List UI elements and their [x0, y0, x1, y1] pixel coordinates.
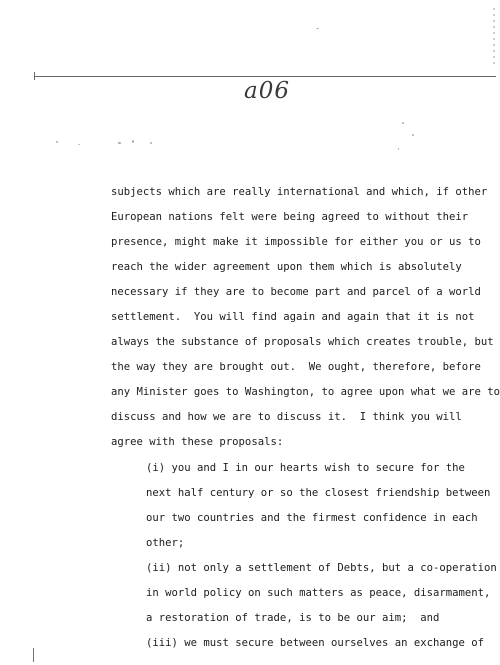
proposal-line: other; [146, 537, 185, 549]
proposal-line: in world policy on such matters as peace, disarmament, [146, 587, 491, 599]
page-number: a06 [244, 78, 290, 104]
body-line: always the substance of proposals which creates trouble, but [111, 336, 494, 348]
scan-speck [316, 28, 319, 29]
body-line: any Minister goes to Washington, to agree upon what we are to [111, 386, 500, 398]
margin-mark [33, 648, 34, 662]
scan-speck [150, 142, 152, 144]
scan-speck [78, 144, 80, 145]
body-line: the way they are brought out. We ought, therefore, before [111, 361, 481, 373]
body-line: necessary if they are to become part and parcel of a world [111, 286, 481, 298]
scan-speck [56, 141, 58, 143]
proposal-line: next half century or so the closest friendship between [146, 487, 491, 499]
scan-edge-marks [493, 8, 495, 68]
proposal-line: a restoration of trade, is to be our aim; and [146, 612, 440, 624]
header-rule [34, 76, 496, 77]
body-line: reach the wider agreement upon them which is absolutely [111, 261, 462, 273]
proposal-line: our two countries and the firmest confidence in each [146, 512, 478, 524]
proposal-line: (i) you and I in our hearts wish to secure for the [146, 462, 465, 474]
proposal-line: (ii) not only a settlement of Debts, but a co-operation [146, 562, 497, 574]
body-line: agree with these proposals: [111, 436, 284, 448]
body-line: discuss and how we are to discuss it. I think you will [111, 411, 462, 423]
body-line: settlement. You will find again and again that it is not [111, 311, 475, 323]
scan-speck [118, 142, 121, 144]
scan-speck [402, 122, 404, 124]
scan-speck [398, 148, 399, 150]
body-line: subjects which are really international and which, if other [111, 186, 488, 198]
body-line: presence, might make it impossible for either you or us to [111, 236, 481, 248]
scan-speck [132, 140, 134, 143]
proposal-line: (iii) we must secure between ourselves an exchange of [146, 637, 485, 649]
scan-speck [412, 134, 414, 136]
body-line: European nations felt were being agreed to without their [111, 211, 469, 223]
